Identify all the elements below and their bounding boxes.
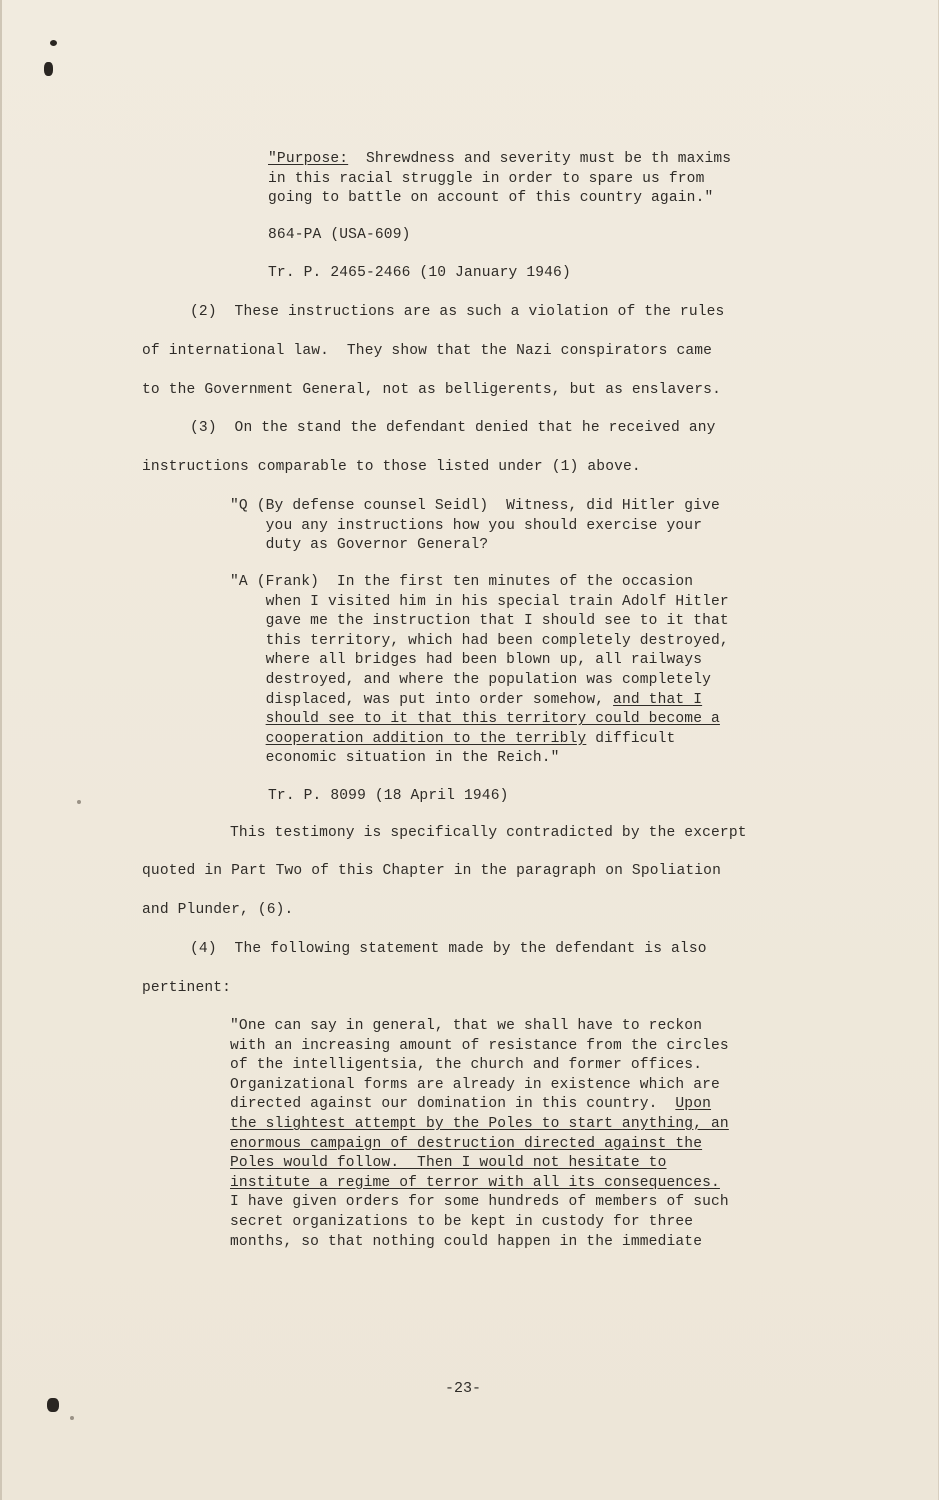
paragraph-3-line-1: (3) On the stand the defendant denied that he received any	[190, 420, 716, 436]
paragraph-2-line-2: of international law. They show that the Nazi conspirators came	[142, 343, 713, 359]
answer-quote: "A (Frank) In the first ten minutes of the occasion when I visited him in his special train Adolf Hitler gave me the instruction that I should see to it that this territory, which had been completely destroyed, where all bridges had been blown up, all railways destroyed, and where the population was completely displaced, was put into order somehow, and that I should see to it that this territory could become a cooperation addition to the terribly difficult economic situation in the Reich."	[230, 574, 729, 767]
paragraph-3-line-2: instructions comparable to those listed under (1) above.	[142, 459, 641, 475]
citation-transcript-2: Tr. P. 8099 (18 April 1946)	[268, 788, 509, 804]
speck	[77, 800, 81, 804]
contradiction-line-2: quoted in Part Two of this Chapter in the paragraph on Spoliation	[142, 863, 721, 879]
contradiction-line-1: This testimony is specifically contradicted by the excerpt	[230, 825, 747, 841]
purpose-quote: "Purpose: Shrewdness and severity must be th maxims in this racial struggle in order to spare us from going to battle on account of this country again."	[268, 151, 732, 207]
punch-mark-top	[50, 40, 57, 46]
punch-mark-top-2	[44, 62, 53, 76]
punch-mark-bottom	[47, 1398, 59, 1412]
purpose-label: "Purpose:	[268, 151, 349, 167]
statement-quote: "One can say in general, that we shall have to reckon with an increasing amount of resistance from the circles of the intelligentsia, the church and former offices. Organizational forms are already in existence which are directed against our domination in this country. Upon the slightest attempt by the Poles to start anything, an enormous campaign of destruction directed against the Poles would follow. Then I would not hesitate to institute a regime of terror with all its consequences. I have given orders for some hundreds of members of such secret organizations to be kept in custody for three months, so that nothing could happen in the immediate	[230, 1018, 729, 1250]
speck	[70, 1416, 74, 1420]
citation-document: 864-PA (USA-609)	[268, 227, 411, 243]
paragraph-2-line-1: (2) These instructions are as such a violation of the rules	[190, 304, 725, 320]
paragraph-2-line-3: to the Government General, not as belligerents, but as enslavers.	[142, 382, 721, 398]
contradiction-line-3: and Plunder, (6).	[142, 902, 294, 918]
paragraph-4-line-2: pertinent:	[142, 980, 232, 996]
citation-transcript: Tr. P. 2465-2466 (10 January 1946)	[268, 265, 571, 281]
paragraph-4-line-1: (4) The following statement made by the defendant is also	[190, 941, 707, 957]
question-quote: "Q (By defense counsel Seidl) Witness, did Hitler give you any instructions how you should exercise your duty as Governor General?	[230, 498, 720, 554]
page-number: -23-	[445, 1380, 482, 1397]
